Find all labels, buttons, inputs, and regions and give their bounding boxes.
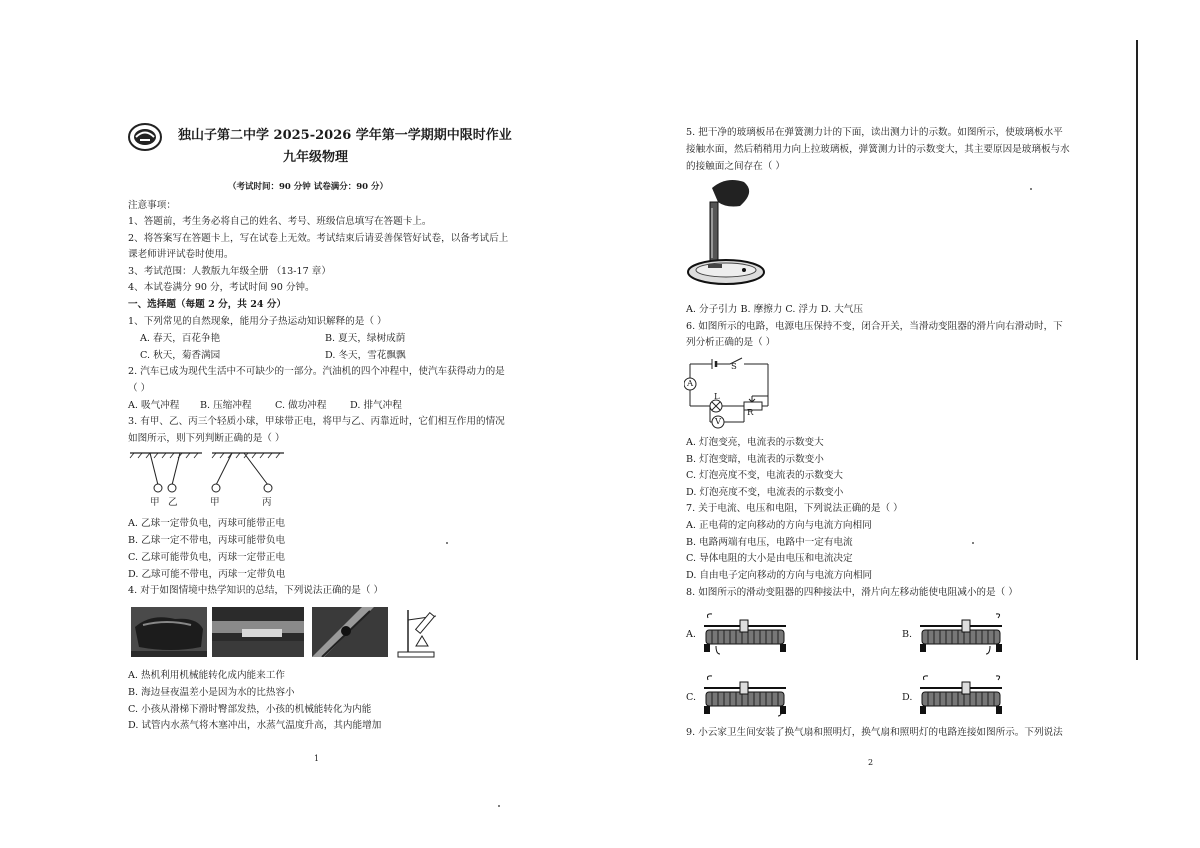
q3-option-b: B. 乙球一定不带电，丙球可能带负电 xyxy=(128,535,286,546)
q5-stem-cont: 的接触面之间存在（ ） xyxy=(686,161,785,172)
q1-option-c: C. 秋天，菊香满园 xyxy=(140,350,221,361)
q4-option-c: C. 小孩从滑梯下滑时臀部发热，小孩的机械能转化为内能 xyxy=(128,704,372,715)
q6-option-b: B. 灯泡变暗，电流表的示数变小 xyxy=(686,454,824,465)
seaside-photo xyxy=(212,607,304,657)
q3-option-c: C. 乙球可能带负电，丙球一定带正电 xyxy=(128,552,286,563)
q4-option-b: B. 海边昼夜温差小是因为水的比热容小 xyxy=(128,687,295,698)
q5-options: A. 分子引力 B. 摩擦力 C. 浮力 D. 大气压 xyxy=(686,304,863,315)
q6-stem-cont: 列分析正确的是（ ） xyxy=(686,337,776,348)
q7-option-b: B. 电路两端有电压，电路中一定有电流 xyxy=(686,537,853,548)
page-number: 2 xyxy=(868,758,874,767)
school-logo xyxy=(128,122,162,152)
rheostat-figure-b xyxy=(918,612,1004,656)
section-heading: 一、选择题（每题 2 分，共 24 分） xyxy=(128,299,287,310)
q2-stem: 2. 汽车已成为现代生活中不可缺少的一部分。汽油机的四个冲程中，使汽车获得动力的是 xyxy=(128,366,505,377)
q2-option-d: D. 排气冲程 xyxy=(350,400,402,411)
circuit-label-ammeter: A xyxy=(687,379,694,389)
exam-info: （考试时间：90 分钟 试卷满分：90 分） xyxy=(228,182,389,192)
charged-balls-figure xyxy=(128,449,288,497)
q8-fig-label-a: A. xyxy=(686,629,696,640)
test-tube-figure xyxy=(396,606,442,660)
q1-option-b: B. 夏天，绿树成荫 xyxy=(325,333,406,344)
q2-option-c: C. 做功冲程 xyxy=(275,400,327,411)
scan-edge-line xyxy=(1136,40,1138,660)
circuit-label-rheostat: R xyxy=(747,408,754,418)
scan-speck xyxy=(972,542,974,544)
exam-subtitle: 九年级物理 xyxy=(283,150,349,165)
notice-line: 2、将答案写在答题卡上，写在试卷上无效。考试结束后请妥善保管好试卷，以备考试后上 xyxy=(128,233,509,244)
q1-option-a: A. 春天，百花争艳 xyxy=(140,333,221,344)
rheostat-figure-d xyxy=(918,674,1004,718)
q2-stem-cont: （ ） xyxy=(128,383,151,394)
exam-title: 独山子第二中学 2025-2026 学年第一学期期中限时作业 xyxy=(178,128,512,143)
circuit-label-lamp: L xyxy=(714,392,720,402)
q7-option-c: C. 导体电阻的大小是由电压和电流决定 xyxy=(686,553,853,564)
q8-stem: 8. 如图所示的滑动变阻器的四种接法中，滑片向左移动能使电阻减小的是（ ） xyxy=(686,587,1018,598)
scan-speck xyxy=(1030,188,1032,190)
engine-photo xyxy=(131,607,207,657)
q2-option-a: A. 吸气冲程 xyxy=(128,400,180,411)
slide-photo xyxy=(312,607,388,657)
q7-option-a: A. 正电荷的定向移动的方向与电流方向相同 xyxy=(686,520,872,531)
q6-option-c: C. 灯泡亮度不变，电流表的示数变大 xyxy=(686,470,844,481)
q8-fig-label-b: B. xyxy=(902,629,913,640)
q3-fig-label: 甲 xyxy=(150,497,160,508)
q5-stem: 5. 把干净的玻璃板吊在弹簧测力计的下面，读出测力计的示数。如图所示，使玻璃板水平 xyxy=(686,127,1063,138)
notice-heading: 注意事项： xyxy=(128,200,176,211)
circuit-diagram xyxy=(684,354,774,430)
q4-option-d: D. 试管内水蒸气将木塞冲出，水蒸气温度升高，其内能增加 xyxy=(128,720,382,731)
rheostat-figure-a xyxy=(702,612,788,656)
q3-option-d: D. 乙球可能不带电，丙球一定带负电 xyxy=(128,569,286,580)
circuit-label-voltmeter: V xyxy=(715,417,722,427)
notice-line: 4、本试卷满分 90 分，考试时间 90 分钟。 xyxy=(128,282,315,293)
rheostat-figure-c xyxy=(702,674,788,718)
circuit-label-switch: S xyxy=(731,362,737,372)
q6-stem: 6. 如图所示的电路，电源电压保持不变，闭合开关，当滑动变阻器的滑片向右滑动时，下 xyxy=(686,321,1063,332)
q3-fig-label: 甲 xyxy=(210,497,220,508)
q3-stem: 3. 有甲、乙、丙三个轻质小球，甲球带正电，将甲与乙、丙靠近时，它们相互作用的情况 xyxy=(128,416,505,427)
q8-fig-label-d: D. xyxy=(902,692,913,703)
q5-stem-cont: 接触水面，然后稍稍用力向上拉玻璃板，弹簧测力计的示数变大，其主要原因是玻璃板与水 xyxy=(686,144,1070,155)
q6-option-d: D. 灯泡亮度不变，电流表的示数变小 xyxy=(686,487,844,498)
page-2 xyxy=(600,0,1200,848)
scan-speck xyxy=(446,542,448,544)
q9-stem: 9. 小云家卫生间安装了换气扇和照明灯，换气扇和照明灯的电路连接如图所示。下列说法 xyxy=(686,727,1063,738)
notice-line: 课老师讲评试卷时使用。 xyxy=(128,249,234,260)
q1-stem: 1、下列常见的自然现象，能用分子热运动知识解释的是（ ） xyxy=(128,316,387,327)
q3-stem-cont: 如图所示，则下列判断正确的是（ ） xyxy=(128,433,285,444)
q4-stem: 4. 对于如图情境中热学知识的总结，下列说法正确的是（ ） xyxy=(128,585,384,596)
q8-fig-label-c: C. xyxy=(686,692,697,703)
notice-line: 1、答题前，考生务必将自己的姓名、考号、班级信息填写在答题卡上。 xyxy=(128,216,432,227)
q2-option-b: B. 压缩冲程 xyxy=(200,400,252,411)
page-number: 1 xyxy=(314,754,320,763)
glass-plate-figure xyxy=(686,178,768,290)
q7-option-d: D. 自由电子定向移动的方向与电流方向相同 xyxy=(686,570,873,581)
q3-option-a: A. 乙球一定带负电，丙球可能带正电 xyxy=(128,518,285,529)
q4-option-a: A. 热机利用机械能转化成内能来工作 xyxy=(128,670,285,681)
scan-speck xyxy=(498,805,500,807)
q7-stem: 7. 关于电流、电压和电阻，下列说法正确的是（ ） xyxy=(686,503,903,514)
notice-line: 3、考试范围：人教版九年级全册 （13-17 章） xyxy=(128,266,331,277)
q1-option-d: D. 冬天，雪花飘飘 xyxy=(325,350,406,361)
q3-fig-label: 乙 xyxy=(168,497,178,508)
q6-option-a: A. 灯泡变亮，电流表的示数变大 xyxy=(686,437,824,448)
q3-fig-label: 丙 xyxy=(262,497,272,508)
